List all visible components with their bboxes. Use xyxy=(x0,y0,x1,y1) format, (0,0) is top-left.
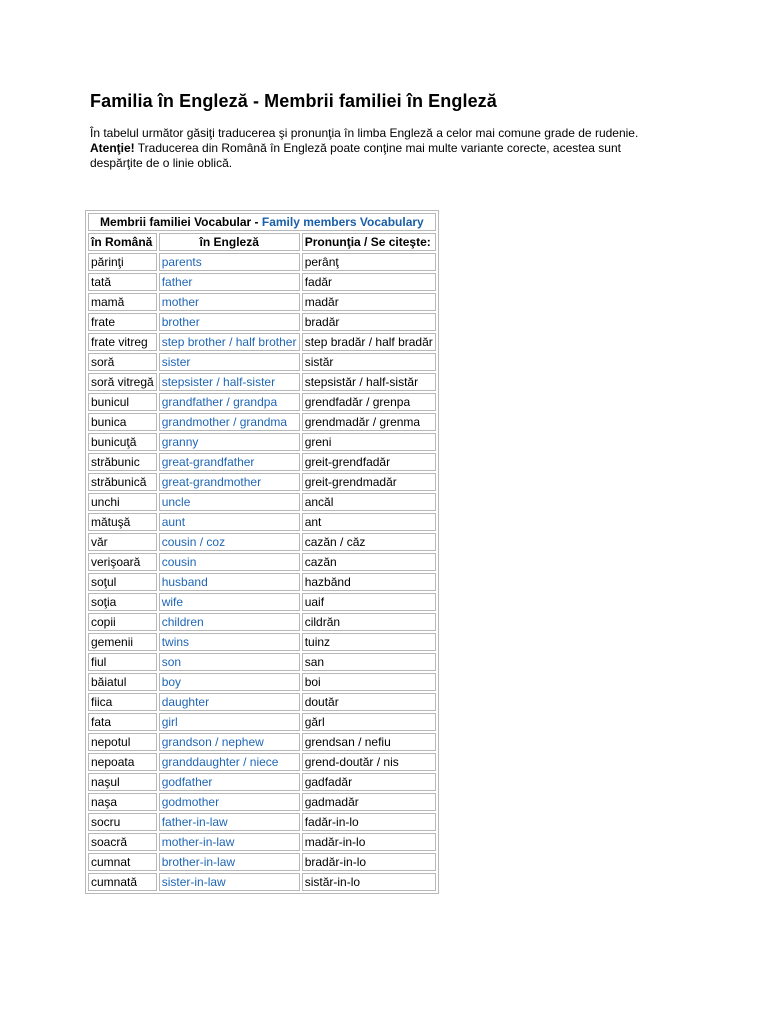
table-row xyxy=(88,553,436,571)
cell-romanian: frate xyxy=(88,313,157,331)
cell-english: husband xyxy=(159,573,300,591)
cell-romanian: verişoară xyxy=(88,553,157,571)
cell-pronunciation: sistăr xyxy=(302,353,436,371)
cell-romanian: naşul xyxy=(88,773,157,791)
cell-romanian: nepoata xyxy=(88,753,157,771)
table-row xyxy=(88,453,436,471)
cell-english: grandmother / grandma xyxy=(159,413,300,431)
cell-pronunciation: greit-grendmadăr xyxy=(302,473,436,491)
table-caption xyxy=(88,213,436,231)
cell-english: uncle xyxy=(159,493,300,511)
cell-pronunciation: sistăr-in-lo xyxy=(302,873,436,891)
cell-romanian: naşa xyxy=(88,793,157,811)
cell-english: boy xyxy=(159,673,300,691)
cell-english: granddaughter / niece xyxy=(159,753,300,771)
cell-english: wife xyxy=(159,593,300,611)
table-row xyxy=(88,393,436,411)
intro-line-2-text: Traducerea din Română în Engleză poate conţine mai multe variante corecte, acestea sunt xyxy=(134,141,621,155)
table-row xyxy=(88,793,436,811)
cell-romanian: socru xyxy=(88,813,157,831)
table-row xyxy=(88,753,436,771)
cell-romanian: mătuşă xyxy=(88,513,157,531)
table-row xyxy=(88,853,436,871)
intro-paragraph xyxy=(90,126,690,171)
cell-romanian: fata xyxy=(88,713,157,731)
cell-pronunciation: uaif xyxy=(302,593,436,611)
cell-pronunciation: stepsistăr / half-sistăr xyxy=(302,373,436,391)
cell-romanian: cumnat xyxy=(88,853,157,871)
header-romanian: în Română xyxy=(88,233,157,251)
cell-english: daughter xyxy=(159,693,300,711)
cell-english: great-grandmother xyxy=(159,473,300,491)
intro-line-1: În tabelul următor găsiţi traducerea şi pronunţia în limba Engleză a celor mai comune grade de rudenie. xyxy=(90,126,639,140)
cell-english: mother-in-law xyxy=(159,833,300,851)
table-row xyxy=(88,473,436,491)
cell-english: father-in-law xyxy=(159,813,300,831)
table-row xyxy=(88,293,436,311)
cell-romanian: băiatul xyxy=(88,673,157,691)
cell-english: father xyxy=(159,273,300,291)
cell-romanian: mamă xyxy=(88,293,157,311)
cell-romanian: cumnată xyxy=(88,873,157,891)
cell-pronunciation: bradăr xyxy=(302,313,436,331)
table-row xyxy=(88,593,436,611)
cell-english: step brother / half brother xyxy=(159,333,300,351)
table-row xyxy=(88,813,436,831)
cell-pronunciation: doutăr xyxy=(302,693,436,711)
cell-romanian: bunicul xyxy=(88,393,157,411)
cell-pronunciation: greit-grendfadăr xyxy=(302,453,436,471)
cell-english: sister-in-law xyxy=(159,873,300,891)
table-row xyxy=(88,873,436,891)
cell-english: godfather xyxy=(159,773,300,791)
cell-pronunciation: bradăr-in-lo xyxy=(302,853,436,871)
page-title: Familia în Engleză - Membrii familiei în Engleză xyxy=(90,91,497,111)
cell-romanian: copii xyxy=(88,613,157,631)
table-row xyxy=(88,693,436,711)
table-row xyxy=(88,273,436,291)
cell-pronunciation: boi xyxy=(302,673,436,691)
table-caption-en: Family members Vocabulary xyxy=(261,215,424,229)
cell-pronunciation: perânţ xyxy=(302,253,436,271)
cell-romanian: soţul xyxy=(88,573,157,591)
cell-romanian: fiica xyxy=(88,693,157,711)
cell-pronunciation: grendsan / nefiu xyxy=(302,733,436,751)
cell-pronunciation: gărl xyxy=(302,713,436,731)
cell-pronunciation: grendfadăr / grenpa xyxy=(302,393,436,411)
table-row xyxy=(88,253,436,271)
cell-english: sister xyxy=(159,353,300,371)
table-row xyxy=(88,533,436,551)
cell-english: cousin xyxy=(159,553,300,571)
table-row xyxy=(88,433,436,451)
cell-english: children xyxy=(159,613,300,631)
table-caption-ro: Membrii familiei Vocabular - xyxy=(100,215,262,229)
cell-english: stepsister / half-sister xyxy=(159,373,300,391)
cell-romanian: bunicuţă xyxy=(88,433,157,451)
cell-romanian: soacră xyxy=(88,833,157,851)
cell-english: twins xyxy=(159,633,300,651)
table-row xyxy=(88,713,436,731)
cell-romanian: soră vitregă xyxy=(88,373,157,391)
cell-pronunciation: madăr-in-lo xyxy=(302,833,436,851)
cell-pronunciation: fadăr xyxy=(302,273,436,291)
table-row xyxy=(88,673,436,691)
table-caption-row xyxy=(88,213,436,231)
attention-label: Atenţie! xyxy=(90,141,135,155)
cell-pronunciation: grend-doutăr / nis xyxy=(302,753,436,771)
cell-english: mother xyxy=(159,293,300,311)
cell-english: aunt xyxy=(159,513,300,531)
cell-romanian: nepotul xyxy=(88,733,157,751)
cell-pronunciation: madăr xyxy=(302,293,436,311)
table-row xyxy=(88,653,436,671)
cell-romanian: fiul xyxy=(88,653,157,671)
cell-english: parents xyxy=(159,253,300,271)
cell-romanian: unchi xyxy=(88,493,157,511)
table-row xyxy=(88,493,436,511)
table-row xyxy=(88,413,436,431)
cell-pronunciation: hazbănd xyxy=(302,573,436,591)
header-pronunciation: Pronunţia / Se citeşte: xyxy=(302,233,436,251)
vocabulary-table xyxy=(85,210,439,894)
cell-pronunciation: fadăr-in-lo xyxy=(302,813,436,831)
cell-romanian: soră xyxy=(88,353,157,371)
cell-pronunciation: ant xyxy=(302,513,436,531)
table-row xyxy=(88,573,436,591)
header-english: în Engleză xyxy=(159,233,300,251)
cell-romanian: străbunic xyxy=(88,453,157,471)
cell-english: granny xyxy=(159,433,300,451)
intro-line-3: despărţite de o linie oblică. xyxy=(90,156,233,170)
cell-english: grandfather / grandpa xyxy=(159,393,300,411)
cell-pronunciation: grendmadăr / grenma xyxy=(302,413,436,431)
cell-english: son xyxy=(159,653,300,671)
table-row xyxy=(88,633,436,651)
cell-romanian: părinţi xyxy=(88,253,157,271)
cell-english: brother xyxy=(159,313,300,331)
cell-pronunciation: ancăl xyxy=(302,493,436,511)
cell-romanian: bunica xyxy=(88,413,157,431)
table-header-row xyxy=(88,233,436,251)
table-body xyxy=(88,253,436,891)
cell-pronunciation: cildrăn xyxy=(302,613,436,631)
table-row xyxy=(88,613,436,631)
table-row xyxy=(88,773,436,791)
cell-pronunciation: tuinz xyxy=(302,633,436,651)
cell-english: godmother xyxy=(159,793,300,811)
cell-pronunciation: cazăn xyxy=(302,553,436,571)
cell-english: cousin / coz xyxy=(159,533,300,551)
cell-romanian: văr xyxy=(88,533,157,551)
cell-romanian: străbunică xyxy=(88,473,157,491)
table-row xyxy=(88,333,436,351)
cell-romanian: gemenii xyxy=(88,633,157,651)
cell-pronunciation: san xyxy=(302,653,436,671)
cell-pronunciation: cazăn / căz xyxy=(302,533,436,551)
cell-english: grandson / nephew xyxy=(159,733,300,751)
cell-romanian: soţia xyxy=(88,593,157,611)
cell-pronunciation: greni xyxy=(302,433,436,451)
cell-english: great-grandfather xyxy=(159,453,300,471)
cell-pronunciation: step bradăr / half bradăr xyxy=(302,333,436,351)
table-row xyxy=(88,513,436,531)
table-row xyxy=(88,833,436,851)
cell-english: girl xyxy=(159,713,300,731)
cell-pronunciation: gadmadăr xyxy=(302,793,436,811)
table-row xyxy=(88,313,436,331)
intro-line-2 xyxy=(90,141,690,156)
cell-romanian: frate vitreg xyxy=(88,333,157,351)
table-row xyxy=(88,733,436,751)
cell-english: brother-in-law xyxy=(159,853,300,871)
cell-pronunciation: gadfadăr xyxy=(302,773,436,791)
table-row xyxy=(88,373,436,391)
table-row xyxy=(88,353,436,371)
cell-romanian: tată xyxy=(88,273,157,291)
